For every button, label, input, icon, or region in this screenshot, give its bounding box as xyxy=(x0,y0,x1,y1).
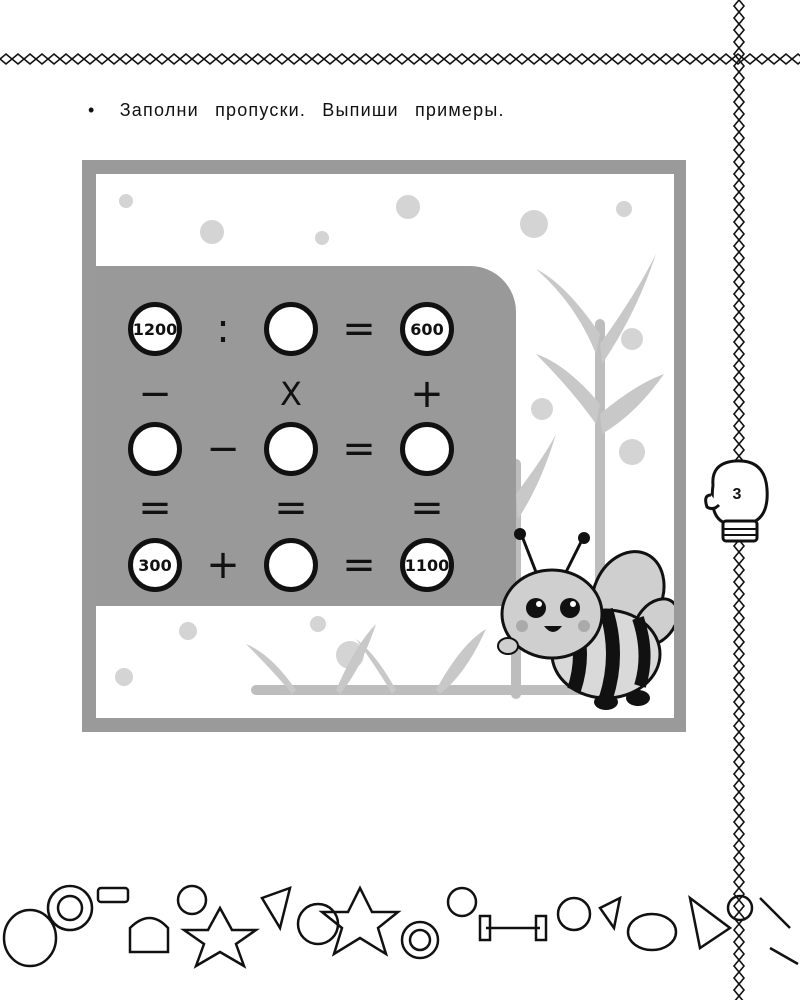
column-equals-middle: = xyxy=(274,485,308,531)
column-op-right: + xyxy=(410,371,444,417)
blank-r2-c[interactable] xyxy=(400,422,454,476)
blank-r2-b[interactable] xyxy=(264,422,318,476)
puzzle-frame xyxy=(82,160,686,732)
bee-mascot-icon xyxy=(456,514,674,714)
sports-doodle-icon xyxy=(0,868,800,988)
equals-r1: = xyxy=(342,306,376,352)
task-instruction xyxy=(88,100,505,121)
column-op-left: − xyxy=(138,371,172,417)
cell-r1-a: 1200 xyxy=(128,302,182,356)
top-chain-border xyxy=(0,50,800,68)
operator-r1: : xyxy=(216,306,230,352)
blank-r1-b[interactable] xyxy=(264,302,318,356)
column-equals-left: = xyxy=(138,485,172,531)
bullet: • xyxy=(88,100,96,120)
equals-r2: = xyxy=(342,426,376,472)
blank-r2-a[interactable] xyxy=(128,422,182,476)
instruction-text: Заполни пропуски. Выпиши примеры. xyxy=(119,100,505,120)
equals-r3: = xyxy=(342,542,376,588)
operator-r3: + xyxy=(206,542,240,588)
operator-r2: − xyxy=(206,426,240,472)
column-equals-right: = xyxy=(410,485,444,531)
cell-r1-c: 600 xyxy=(400,302,454,356)
column-op-middle: X xyxy=(280,375,302,413)
blank-r3-b[interactable] xyxy=(264,538,318,592)
page-number: 3 xyxy=(732,486,742,503)
cell-r3-c: 1100 xyxy=(400,538,454,592)
equation-panel xyxy=(96,266,516,606)
puzzle-background xyxy=(96,174,674,718)
cell-r3-a: 300 xyxy=(128,538,182,592)
